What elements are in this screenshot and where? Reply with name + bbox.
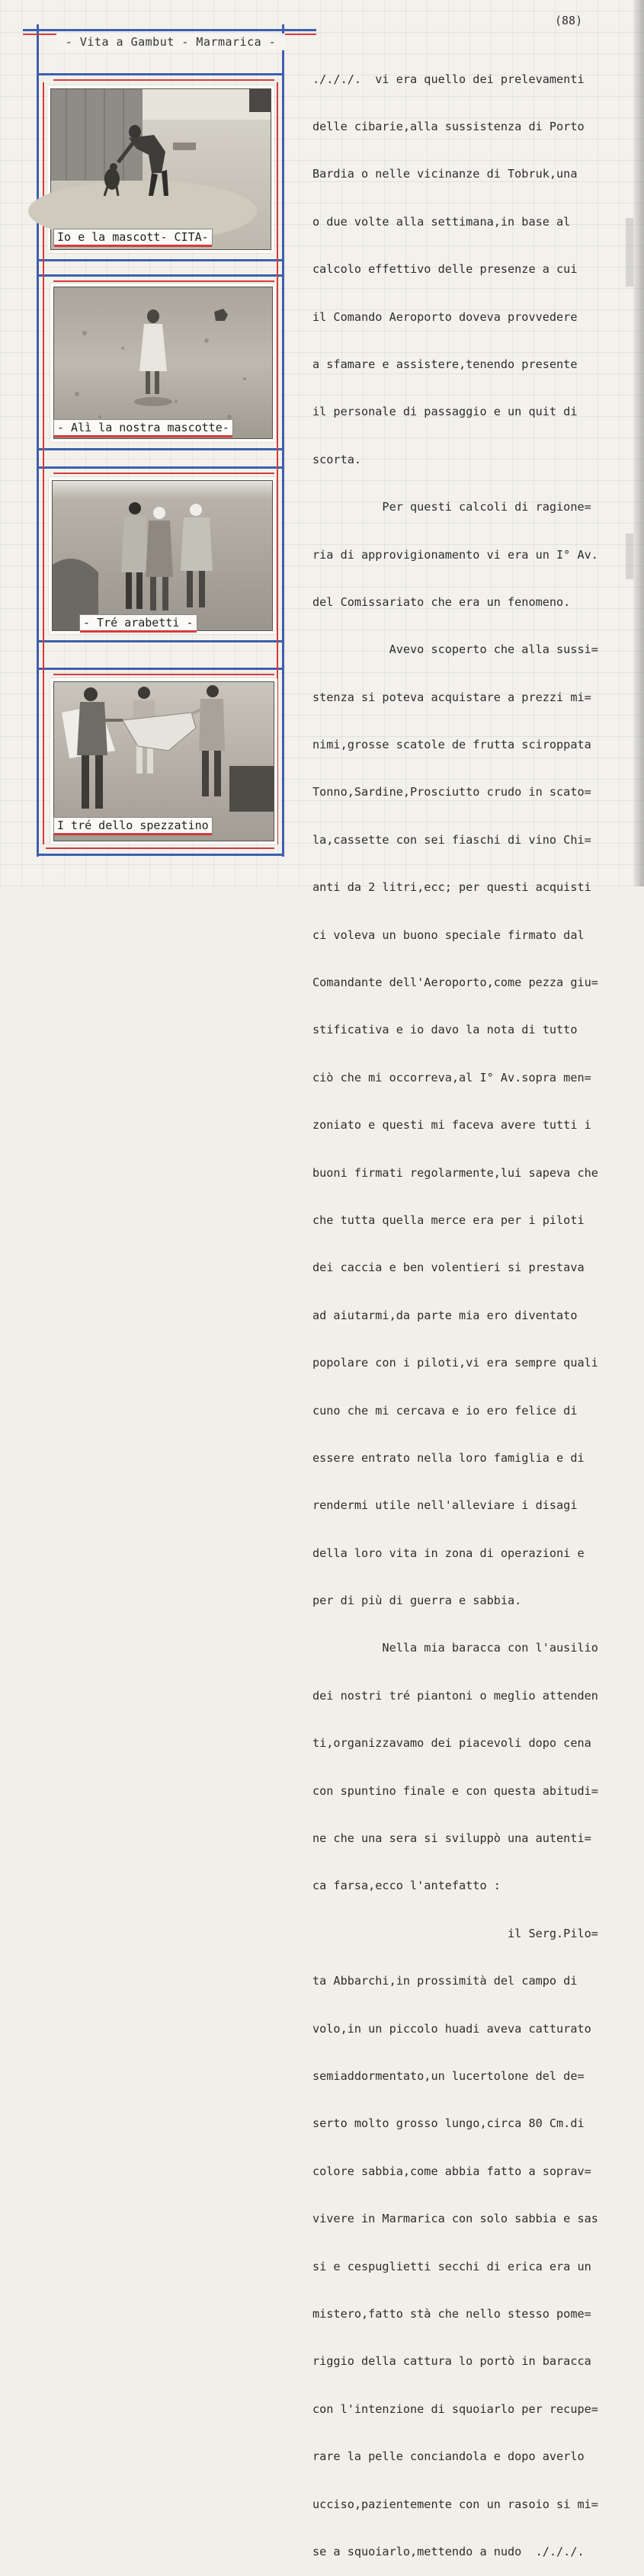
photo-caption: - Alì la nostra mascotte- <box>53 419 233 436</box>
frame-line-bottom <box>37 854 284 856</box>
text-line: Tonno,Sardine,Prosciutto crudo in scato= <box>312 785 591 799</box>
photo-caption: - Tré arabetti - <box>79 614 197 631</box>
typewritten-text <box>312 40 633 2576</box>
text-line: zoniato e questi mi faceva avere tutti i <box>312 1118 591 1133</box>
text-line: il Serg.Pilo= <box>312 1926 598 1940</box>
text-line: il Comando Aeroporto doveva provvedere <box>312 309 578 324</box>
frame-line-right <box>282 24 284 857</box>
text-line: stificativa e io davo la nota di tutto <box>312 1023 578 1037</box>
text-line: rendermi utile nell'alleviare i disagi <box>312 1498 578 1513</box>
text-line: ria di approvigionamento vi era un I° Av. <box>312 547 598 562</box>
photo-card <box>47 85 274 253</box>
text-line: il personale di passaggio e un quit di <box>312 405 578 419</box>
text-line: ta Abbarchi,in prossimità del campo di <box>312 1974 578 1988</box>
text-line: Avevo scoperto che alla sussi= <box>312 642 598 657</box>
red-line-bottom <box>46 847 274 849</box>
text-line: Nella mia baracca con l'ausilio <box>312 1641 598 1655</box>
text-line: si e cespuglietti secchi di erica era un <box>312 2259 591 2273</box>
text-line: ./././. vi era quello dei prelevamenti <box>312 72 585 86</box>
paper-strip <box>626 533 633 579</box>
text-line: con l'intenzione di squoiarlo per recupe= <box>312 2401 598 2416</box>
frame-line <box>37 668 284 670</box>
text-line: del Comissariato che era un fenomeno. <box>312 594 571 609</box>
text-line: anti da 2 litri,ecc; per questi acquisti <box>312 880 591 895</box>
frame-line <box>37 466 284 469</box>
page-number: (88) <box>555 14 583 27</box>
text-line: mistero,fatto stà che nello stesso pome= <box>312 2306 591 2321</box>
text-line: o due volte alla settimana,in base al <box>312 214 571 229</box>
text-line: stenza si poteva acquistare a prezzi mi= <box>312 690 591 704</box>
text-line: dei caccia e ben volentieri si prestava <box>312 1261 585 1275</box>
text-line: ad aiutarmi,da parte mia ero diventato <box>312 1308 578 1322</box>
photo-card <box>50 678 277 844</box>
red-line <box>53 473 274 474</box>
text-line: popolare con i piloti,vi era sempre quali <box>312 1356 598 1370</box>
frame-line <box>37 73 284 75</box>
text-line: per di più di guerra e sabbia. <box>312 1594 522 1608</box>
caption-underline <box>54 833 212 835</box>
text-line: con spuntino finale e con questa abitudi= <box>312 1783 598 1798</box>
text-line: Per questi calcoli di ragione= <box>312 500 591 514</box>
photo-caption: Io e la mascott- CITA- <box>53 229 213 245</box>
text-line: Bardia o nelle vicinanze di Tobruk,una <box>312 167 578 181</box>
text-line: riggio della cattura lo portò in baracca <box>312 2354 591 2369</box>
frame-line-top <box>23 29 316 31</box>
photo-man-with-dog <box>50 88 271 250</box>
text-line: della loro vita in zona di operazioni e <box>312 1546 585 1560</box>
text-line: colore sabbia,come abbia fatto a soprav= <box>312 2164 591 2178</box>
text-line: se a squoiarlo,mettendo a nudo ./././. <box>312 2544 585 2558</box>
frame-line <box>37 259 284 261</box>
caption-underline <box>80 630 197 633</box>
frame-line <box>37 274 284 277</box>
frame-line-left <box>37 24 39 857</box>
text-line: Comandante dell'Aeroporto,come pezza giu= <box>312 976 598 990</box>
text-line: rare la pelle conciandola e dopo averlo <box>312 2449 585 2464</box>
caption-underline <box>54 435 232 437</box>
text-line: cuno che mi cercava e io ero felice di <box>312 1403 578 1418</box>
text-line: la,cassette con sei fiaschi di vino Chi= <box>312 832 591 847</box>
text-line: ne che una sera si sviluppò una autenti= <box>312 1831 591 1846</box>
text-line: buoni firmati regolarmente,lui sapeva che <box>312 1165 598 1180</box>
red-line <box>53 280 274 282</box>
text-line: delle cibarie,alla sussistenza di Porto <box>312 119 585 133</box>
photo-boy-desert <box>53 287 273 439</box>
text-line: nimi,grosse scatole de frutta sciroppata <box>312 738 591 752</box>
photo-three-boys <box>52 480 273 631</box>
text-line: ciò che mi occorreva,al I° Av.sopra men= <box>312 1070 591 1085</box>
text-line: volo,in un piccolo huadi aveva catturato <box>312 2021 591 2036</box>
photo-card <box>50 284 276 442</box>
text-line: a sfamare e assistere,tenendo presente <box>312 357 578 371</box>
text-line: ci voleva un buono speciale firmato dal <box>312 928 585 942</box>
red-line <box>53 674 274 675</box>
text-line: ti,organizzavamo dei piacevoli dopo cena <box>312 1736 591 1751</box>
caption-underline <box>54 245 212 247</box>
text-line: vivere in Marmarica con solo sabbia e sas <box>312 2212 598 2226</box>
text-line: dei nostri tré piantoni o meglio attenden <box>312 1688 598 1703</box>
text-line: scorta. <box>312 452 362 466</box>
album-header: - Vita a Gambut - Marmarica - <box>56 34 285 50</box>
text-line: che tutta quella merce era per i piloti <box>312 1213 585 1227</box>
paper-strip <box>626 218 633 287</box>
page-edge <box>633 0 644 886</box>
red-line <box>53 79 274 81</box>
frame-line <box>37 448 284 450</box>
text-line: ca farsa,ecco l'antefatto : <box>312 1879 501 1893</box>
photo-card <box>49 477 276 634</box>
text-line: ucciso,pazientemente con un rasoio si mi= <box>312 2497 598 2511</box>
text-line: essere entrato nella loro famiglia e di <box>312 1450 585 1465</box>
text-line: serto molto grosso lungo,circa 80 Cm.di <box>312 2116 585 2131</box>
frame-line <box>37 640 284 642</box>
text-line: semiaddormentato,un lucertolone del de= <box>312 2069 585 2083</box>
text-line: calcolo effettivo delle presenze a cui <box>312 262 578 277</box>
photo-caption: I tré dello spezzatino <box>53 817 213 834</box>
